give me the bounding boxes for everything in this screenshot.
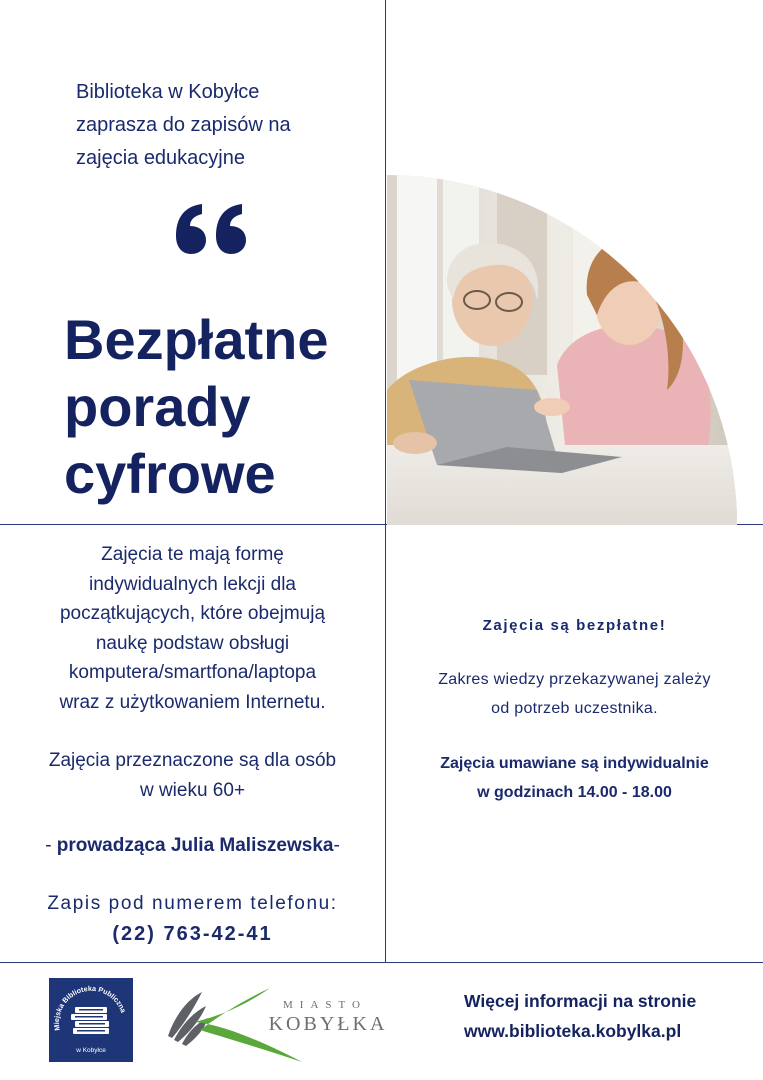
instructor-prefix: - bbox=[45, 835, 57, 856]
range-line-2: od potrzeb uczestnika. bbox=[491, 700, 658, 717]
course-description bbox=[0, 540, 385, 717]
age-note bbox=[0, 746, 385, 805]
headline-line-3: cyfrowe bbox=[64, 442, 276, 505]
signup bbox=[0, 889, 385, 949]
library-logo-sub: w Kobyłce bbox=[76, 1047, 106, 1054]
more-info-line-1: Więcej informacji na stronie bbox=[464, 991, 697, 1011]
headline bbox=[64, 306, 384, 507]
instructor-suffix: - bbox=[333, 835, 340, 856]
city-logo-top: MIASTO bbox=[283, 999, 367, 1011]
signup-label: Zapis pod numerem telefonu: bbox=[47, 893, 338, 914]
headline-line-2: porady bbox=[64, 375, 251, 438]
range-line-1: Zakres wiedzy przekazywanej zależy bbox=[438, 671, 711, 688]
signup-phone[interactable]: (22) 763-42-41 bbox=[112, 923, 273, 945]
free-notice: Zajęcia są bezpłatne! bbox=[482, 617, 667, 634]
intro-line-1: Biblioteka w Kobyłce bbox=[76, 81, 260, 103]
left-column bbox=[0, 540, 385, 949]
intro-text bbox=[76, 76, 376, 175]
horizontal-divider-footer bbox=[0, 962, 763, 963]
library-logo-text: Miejska Biblioteka Publiczna bbox=[51, 983, 129, 1032]
city-kobylka-logo bbox=[160, 978, 410, 1066]
right-column bbox=[386, 612, 763, 807]
description-line: indywidualnych lekcji dla bbox=[89, 573, 296, 595]
hours-note bbox=[386, 749, 763, 807]
vertical-divider-top bbox=[385, 0, 386, 524]
instructor-name: prowadząca Julia Maliszewska bbox=[56, 835, 334, 856]
seniors-laptop-photo bbox=[387, 175, 737, 525]
hours-line-1: Zajęcia umawiane są indywidualnie bbox=[440, 755, 709, 772]
website-link[interactable]: www.biblioteka.kobylka.pl bbox=[464, 1021, 682, 1041]
instructor bbox=[0, 831, 385, 861]
city-logo-name: KOBYŁKA bbox=[268, 1013, 388, 1035]
age-note-line: Zajęcia przeznaczone są dla osób bbox=[48, 750, 337, 771]
age-note-line: w wieku 60+ bbox=[139, 779, 246, 801]
knowledge-range bbox=[386, 665, 763, 723]
library-logo bbox=[49, 978, 133, 1062]
more-info bbox=[464, 986, 754, 1046]
intro-line-3: zajęcia edukacyjne bbox=[76, 147, 245, 169]
description-line: wraz z użytkowaniem Internetu. bbox=[59, 691, 326, 713]
description-line: początkujących, które obejmują bbox=[59, 603, 326, 624]
quote-icon bbox=[172, 198, 252, 258]
hours-line-2: w godzinach 14.00 - 18.00 bbox=[477, 784, 672, 801]
headline-line-1: Bezpłatne bbox=[64, 308, 329, 371]
description-line: komputera/smartfona/laptopa bbox=[68, 662, 317, 683]
intro-line-2: zaprasza do zapisów na bbox=[76, 114, 291, 136]
description-line: Zajęcia te mają formę bbox=[101, 544, 284, 565]
description-line: naukę podstaw obsługi bbox=[95, 632, 290, 654]
